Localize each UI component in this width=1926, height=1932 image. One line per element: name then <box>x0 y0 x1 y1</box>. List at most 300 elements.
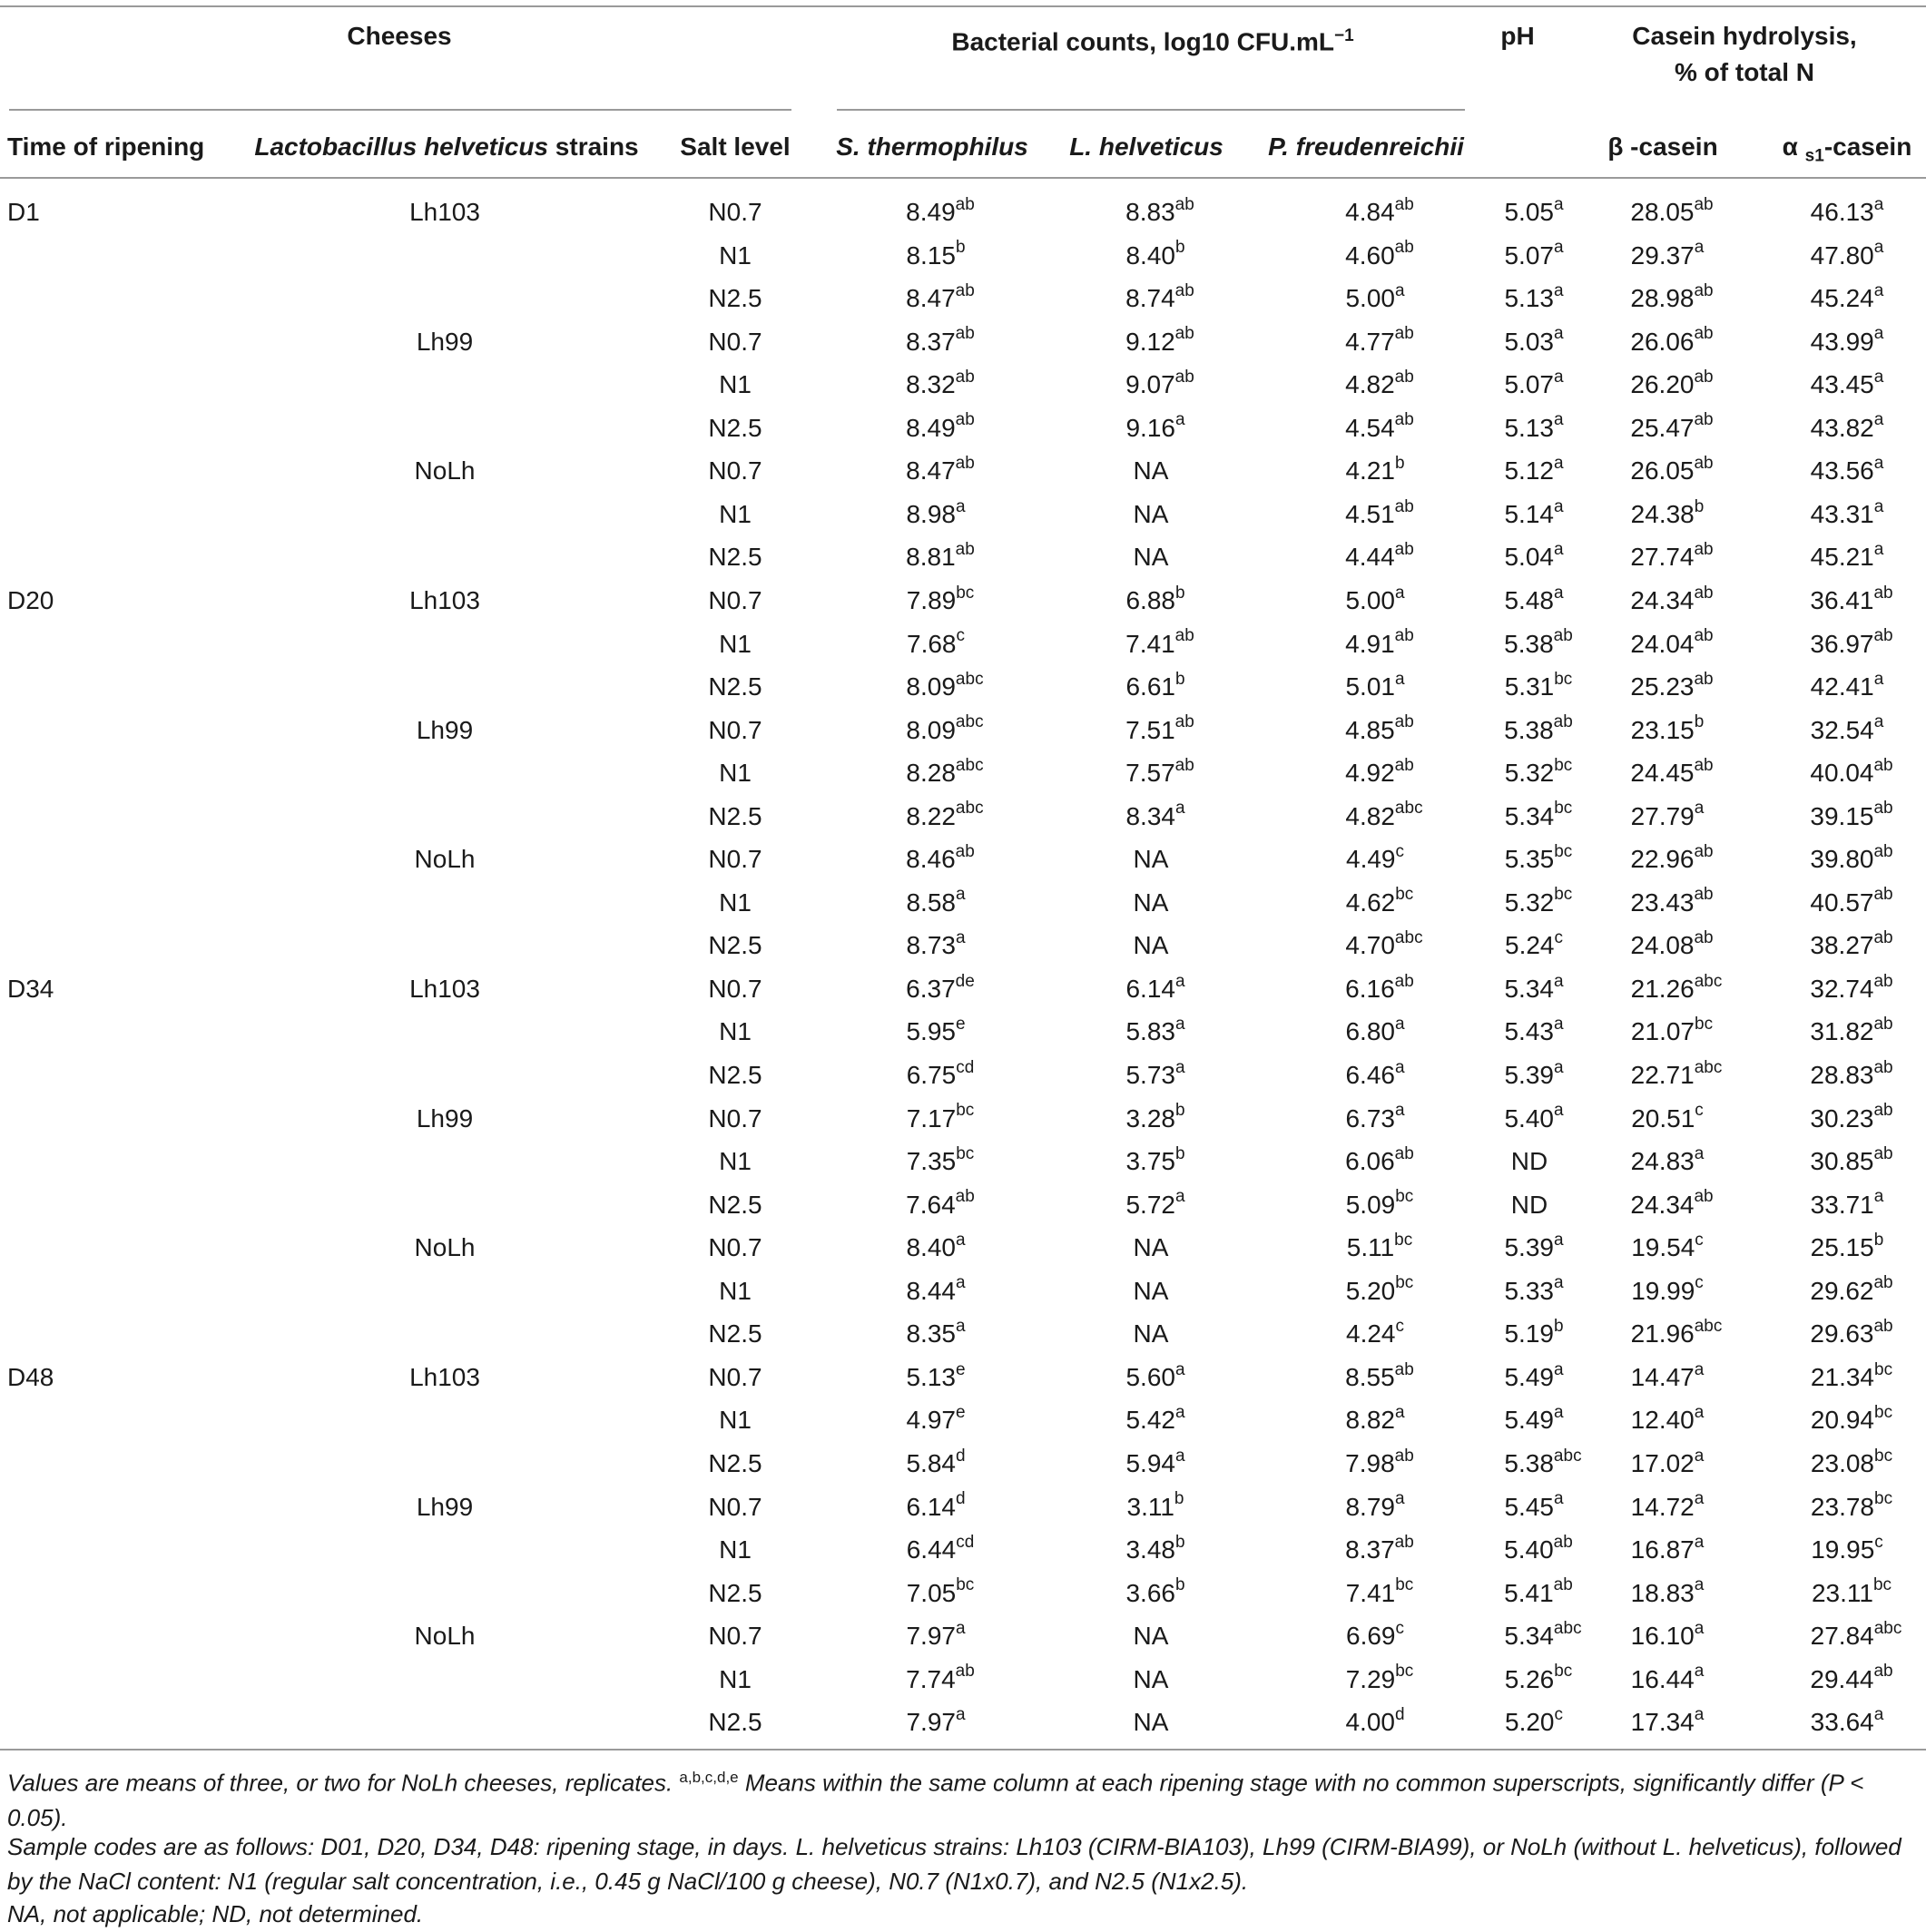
significance-superscript: ab <box>1394 1359 1414 1379</box>
cell-alpha-casein: 46.13$^a$ <box>1810 194 1884 226</box>
significance-superscript: a <box>955 1230 966 1250</box>
significance-superscript: ab <box>1553 1532 1573 1552</box>
cell-s-thermophilus: 6.44$^{cd}$ <box>906 1532 975 1564</box>
significance-superscript: ab <box>1873 1015 1893 1035</box>
significance-superscript: ab <box>1694 841 1714 861</box>
cell-beta-casein: 17.34$^a$ <box>1630 1704 1705 1737</box>
cell-salt: N0.7 <box>708 327 762 356</box>
cell-p-freudenreichii: 4.00$^d$ <box>1345 1704 1405 1737</box>
cell-s-thermophilus: 7.64$^{ab}$ <box>906 1187 975 1219</box>
cell-l-helveticus: 7.51$^{ab}$ <box>1125 712 1194 744</box>
cell-beta-casein: 21.26$^{abc}$ <box>1630 971 1723 1003</box>
cell-alpha-casein: 25.15$^b$ <box>1810 1230 1884 1262</box>
col-header-alpha-casein: α $_{s1}$-casein <box>1782 132 1912 166</box>
significance-superscript: a <box>1394 583 1405 603</box>
significance-superscript: bc <box>1554 669 1573 689</box>
cell-l-helveticus: NA <box>1133 1233 1169 1262</box>
cell-s-thermophilus: 8.09$^{abc}$ <box>906 669 984 701</box>
cell-salt: N1 <box>719 370 752 399</box>
cell-p-freudenreichii: 4.21$^b$ <box>1345 453 1405 485</box>
significance-superscript: a <box>1553 496 1564 516</box>
cell-p-freudenreichii: 4.24$^c$ <box>1346 1316 1404 1348</box>
significance-superscript: bc <box>1395 1575 1414 1595</box>
significance-superscript: bc <box>1554 799 1573 819</box>
significance-superscript: a <box>1873 1187 1884 1207</box>
cell-alpha-casein: 47.80$^a$ <box>1810 238 1884 270</box>
cell-alpha-casein: 45.24$^a$ <box>1810 280 1884 313</box>
cell-ph: 5.05$^a$ <box>1504 194 1564 226</box>
group-header-casein-1: Casein hydrolysis, <box>1632 22 1857 50</box>
cell-alpha-casein: 19.95$^c$ <box>1811 1532 1883 1564</box>
cell-ph: 5.24$^c$ <box>1505 928 1563 960</box>
significance-superscript: ab <box>1394 712 1414 732</box>
significance-superscript: a <box>955 1618 966 1638</box>
significance-superscript: e <box>955 1015 966 1035</box>
significance-superscript: a <box>1553 1230 1564 1250</box>
significance-superscript: a <box>1873 712 1884 732</box>
significance-superscript: a <box>1694 238 1705 258</box>
cell-salt: N1 <box>719 1664 752 1693</box>
significance-superscript: b <box>1174 669 1185 689</box>
cell-ph: 5.45$^a$ <box>1504 1489 1564 1521</box>
cell-l-helveticus: NA <box>1133 1276 1169 1305</box>
cell-p-freudenreichii: 6.06$^{ab}$ <box>1345 1143 1414 1176</box>
col-header-l-helveticus: L. helveticus <box>1069 132 1223 161</box>
cell-l-helveticus: NA <box>1133 845 1169 874</box>
significance-superscript: ab <box>1694 194 1714 214</box>
cell-ph: 5.39$^a$ <box>1504 1230 1564 1262</box>
significance-superscript: a <box>955 1316 966 1336</box>
significance-superscript: d <box>1394 1704 1405 1724</box>
significance-superscript: a <box>1873 669 1884 689</box>
cell-ph: 5.32$^{bc}$ <box>1504 755 1573 788</box>
cell-p-freudenreichii: 4.84$^{ab}$ <box>1345 194 1414 226</box>
cell-alpha-casein: 29.62$^{ab}$ <box>1810 1273 1893 1305</box>
cell-alpha-casein: 38.27$^{ab}$ <box>1810 928 1893 960</box>
significance-superscript: cd <box>956 1057 975 1077</box>
cell-ph: 5.41$^{ab}$ <box>1504 1575 1573 1607</box>
cell-beta-casein: 28.05$^{ab}$ <box>1630 194 1714 226</box>
significance-superscript: a <box>1873 367 1884 387</box>
cell-s-thermophilus: 8.47$^{ab}$ <box>906 453 975 485</box>
significance-superscript: d <box>955 1489 966 1509</box>
significance-superscript: ab <box>955 1187 975 1207</box>
cell-s-thermophilus: 8.09$^{abc}$ <box>906 712 984 744</box>
significance-superscript: a <box>1553 238 1564 258</box>
cell-beta-casein: 14.72$^a$ <box>1630 1489 1705 1521</box>
cell-ph: 5.38$^{ab}$ <box>1504 626 1573 658</box>
significance-superscript: ab <box>1694 755 1714 775</box>
cell-ph: 5.35$^{bc}$ <box>1504 841 1573 874</box>
cell-beta-casein: 24.34$^{ab}$ <box>1630 583 1714 614</box>
cell-p-freudenreichii: 8.37$^{ab}$ <box>1345 1532 1414 1564</box>
cell-salt: N0.7 <box>708 1622 762 1651</box>
cell-ph: 5.38$^{ab}$ <box>1504 712 1573 744</box>
cell-alpha-casein: 43.31$^a$ <box>1810 496 1884 528</box>
significance-superscript: bc <box>1395 1662 1414 1682</box>
cell-strain: Lh99 <box>416 1492 474 1521</box>
significance-superscript: a <box>1873 496 1884 516</box>
significance-superscript: bc <box>1395 1187 1414 1207</box>
cell-salt: N1 <box>719 1276 752 1305</box>
significance-superscript: ab <box>955 280 975 300</box>
significance-superscript: bc <box>1395 885 1414 905</box>
cell-beta-casein: 21.96$^{abc}$ <box>1630 1316 1723 1348</box>
cell-s-thermophilus: 8.28$^{abc}$ <box>906 755 984 788</box>
cell-alpha-casein: 29.44$^{ab}$ <box>1810 1662 1893 1693</box>
significance-superscript: bc <box>1874 1403 1893 1423</box>
cell-s-thermophilus: 8.15$^b$ <box>906 238 966 270</box>
cell-time: D48 <box>7 1362 54 1391</box>
significance-superscript: abc <box>1553 1446 1582 1466</box>
cell-l-helveticus: 5.83$^a$ <box>1125 1015 1185 1046</box>
cell-s-thermophilus: 7.97$^a$ <box>906 1618 966 1651</box>
cell-beta-casein: 24.83$^a$ <box>1630 1143 1705 1176</box>
col-header-salt: Salt level <box>680 132 791 161</box>
significance-superscript: c <box>1554 1704 1563 1724</box>
significance-superscript: a <box>1394 1057 1405 1077</box>
significance-superscript: ab <box>1694 1187 1714 1207</box>
cell-salt: N2.5 <box>708 1319 762 1348</box>
group-header-casein-2: % of total N <box>1675 58 1814 86</box>
significance-superscript: a <box>1873 453 1884 473</box>
cell-l-helveticus: 7.57$^{ab}$ <box>1125 755 1194 788</box>
significance-superscript: ab <box>1694 410 1714 430</box>
significance-superscript: a <box>955 1273 966 1293</box>
significance-superscript: bc <box>1874 1489 1893 1509</box>
footnote-means: Values are means of three, or two for NoLh cheeses, replicates. $^{a,b,c,d,e}$ Means within the same column at each ripening stage with no common superscripts, significantly differ (P < 0.05). <box>7 1769 1864 1831</box>
significance-superscript: a <box>1694 1704 1705 1724</box>
cell-p-freudenreichii: 4.82$^{abc}$ <box>1345 799 1423 830</box>
cell-p-freudenreichii: 5.00$^a$ <box>1345 583 1405 614</box>
significance-superscript: a <box>1694 1618 1705 1638</box>
significance-superscript: ab <box>1694 669 1714 689</box>
cell-salt: N1 <box>719 888 752 917</box>
cell-beta-casein: 24.38$^b$ <box>1630 496 1705 528</box>
cell-alpha-casein: 28.83$^{ab}$ <box>1810 1057 1893 1089</box>
cell-s-thermophilus: 7.74$^{ab}$ <box>906 1662 975 1693</box>
cell-s-thermophilus: 6.75$^{cd}$ <box>906 1057 975 1089</box>
significance-superscript: abc <box>955 755 984 775</box>
cell-time: D20 <box>7 585 54 614</box>
cell-strain: NoLh <box>414 1622 476 1651</box>
cell-salt: N2.5 <box>708 543 762 572</box>
significance-superscript: a <box>1553 583 1564 603</box>
cell-p-freudenreichii: 6.16$^{ab}$ <box>1345 971 1414 1003</box>
cell-beta-casein: 19.99$^c$ <box>1631 1273 1704 1305</box>
cell-p-freudenreichii: 5.01$^a$ <box>1345 669 1405 701</box>
significance-superscript: ab <box>1394 971 1414 991</box>
cell-strain: Lh99 <box>416 327 474 356</box>
cell-l-helveticus: 8.40$^b$ <box>1125 238 1185 270</box>
cell-l-helveticus: NA <box>1133 1622 1169 1651</box>
cell-beta-casein: 27.74$^{ab}$ <box>1630 540 1714 572</box>
cell-s-thermophilus: 5.84$^d$ <box>906 1446 966 1477</box>
cell-s-thermophilus: 8.44$^a$ <box>906 1273 966 1305</box>
significance-superscript: ab <box>1873 971 1893 991</box>
table-bottom-rule <box>0 1749 1926 1751</box>
cell-alpha-casein: 23.11$^{bc}$ <box>1811 1575 1892 1607</box>
significance-superscript: ab <box>1394 410 1414 430</box>
significance-superscript: abc <box>1394 799 1423 819</box>
significance-superscript: abc <box>1553 1618 1582 1638</box>
cell-alpha-casein: 39.15$^{ab}$ <box>1810 799 1893 830</box>
significance-superscript: c <box>1395 841 1404 861</box>
significance-superscript: ab <box>1873 841 1893 861</box>
cell-beta-casein: 26.05$^{ab}$ <box>1630 453 1714 485</box>
significance-superscript: ab <box>1394 367 1414 387</box>
cell-l-helveticus: 9.12$^{ab}$ <box>1125 324 1194 356</box>
significance-superscript: a <box>1553 1273 1564 1293</box>
cell-beta-casein: 22.96$^{ab}$ <box>1630 841 1714 874</box>
cell-ph: 5.38$^{abc}$ <box>1504 1446 1582 1477</box>
cell-beta-casein: 22.71$^{abc}$ <box>1630 1057 1723 1089</box>
significance-superscript: b <box>1174 238 1185 258</box>
col-header-time: Time of ripening <box>7 132 205 161</box>
significance-superscript: ab <box>955 841 975 861</box>
cell-salt: N2.5 <box>708 931 762 960</box>
cell-alpha-casein: 45.21$^a$ <box>1810 540 1884 572</box>
counts-underline <box>837 109 1465 111</box>
significance-superscript: bc <box>1554 1662 1573 1682</box>
cell-l-helveticus: 5.72$^a$ <box>1125 1187 1185 1219</box>
significance-superscript: ab <box>1694 453 1714 473</box>
significance-superscript: a <box>1174 971 1185 991</box>
significance-superscript: ab <box>1394 1143 1414 1163</box>
footnote-sample-codes: Sample codes are as follows: D01, D20, D34, D48: ripening stage, in days. L. helveticus strains: Lh103 (CIRM-BIA103), Lh99 (CIRM-BIA99), or NoLh (without L. helveticus), followed by the NaCl content: N1 (regular salt concentration, i.e., 0.45 g NaCl/100 g cheese), N0.7 (N1x0.7), and N2.5 (N1x2.5). <box>7 1833 1901 1895</box>
cell-salt: N0.7 <box>708 198 762 226</box>
cell-beta-casein: 28.98$^{ab}$ <box>1630 280 1714 313</box>
significance-superscript: ab <box>955 540 975 560</box>
significance-superscript: ab <box>955 1662 975 1682</box>
significance-superscript: a <box>1394 669 1405 689</box>
significance-superscript: ab <box>1394 324 1414 344</box>
cell-ph: 5.34$^{abc}$ <box>1504 1618 1582 1651</box>
significance-superscript: ab <box>1394 194 1414 214</box>
cell-beta-casein: 16.44$^a$ <box>1630 1662 1705 1693</box>
cell-p-freudenreichii: 4.82$^{ab}$ <box>1345 367 1414 399</box>
cell-s-thermophilus: 7.97$^a$ <box>906 1704 966 1737</box>
significance-superscript: abc <box>1694 971 1723 991</box>
cell-alpha-casein: 43.82$^a$ <box>1810 410 1884 442</box>
significance-superscript: ab <box>1694 280 1714 300</box>
significance-superscript: c <box>1395 1316 1404 1336</box>
cell-l-helveticus: 3.66$^b$ <box>1125 1575 1185 1607</box>
cell-l-helveticus: 6.88$^b$ <box>1125 583 1185 614</box>
significance-superscript: bc <box>956 583 975 603</box>
cell-alpha-casein: 20.94$^{bc}$ <box>1810 1403 1893 1435</box>
cell-alpha-casein: 43.56$^a$ <box>1810 453 1884 485</box>
col-header-p-freudenreichii: P. freudenreichii <box>1268 132 1464 161</box>
significance-superscript: ab <box>1873 1143 1893 1163</box>
significance-superscript: bc <box>956 1101 975 1121</box>
cell-beta-casein: 24.45$^{ab}$ <box>1630 755 1714 788</box>
significance-superscript: abc <box>955 712 984 732</box>
cell-beta-casein: 25.23$^{ab}$ <box>1630 669 1714 701</box>
col-header-strain: Lactobacillus helveticus strains <box>254 132 639 161</box>
significance-superscript: ab <box>1394 626 1414 646</box>
cell-ph: ND <box>1510 1147 1548 1176</box>
cell-l-helveticus: 6.61$^b$ <box>1125 669 1185 701</box>
cell-l-helveticus: NA <box>1133 1664 1169 1693</box>
cell-s-thermophilus: 4.97e <box>906 1403 966 1435</box>
cell-ph: 5.43$^a$ <box>1504 1015 1564 1046</box>
cell-alpha-casein: 33.71$^a$ <box>1810 1187 1884 1219</box>
cell-l-helveticus: 5.60$^a$ <box>1125 1359 1185 1391</box>
significance-superscript: abc <box>955 669 984 689</box>
cell-strain: NoLh <box>414 1233 476 1262</box>
cell-beta-casein: 25.47$^{ab}$ <box>1630 410 1714 442</box>
significance-superscript: bc <box>956 1143 975 1163</box>
significance-superscript: a <box>1553 1359 1564 1379</box>
cell-salt: N0.7 <box>708 1233 762 1262</box>
significance-superscript: abc <box>1873 1618 1902 1638</box>
cell-salt: N1 <box>719 759 752 788</box>
significance-superscript: a <box>1394 1403 1405 1423</box>
significance-superscript: b <box>955 238 966 258</box>
cell-l-helveticus: 3.48$^b$ <box>1125 1532 1185 1564</box>
significance-superscript: a <box>1553 367 1564 387</box>
significance-superscript: a <box>1553 1057 1564 1077</box>
significance-superscript: a <box>1174 1359 1185 1379</box>
significance-superscript: a <box>1394 1489 1405 1509</box>
significance-superscript: ab <box>1694 928 1714 948</box>
significance-superscript: a <box>1553 540 1564 560</box>
cell-p-freudenreichii: 4.51$^{ab}$ <box>1345 496 1414 528</box>
cell-s-thermophilus: 8.35$^a$ <box>906 1316 966 1348</box>
cell-beta-casein: 23.43$^{ab}$ <box>1630 885 1714 917</box>
significance-superscript: ab <box>955 410 975 430</box>
cell-s-thermophilus: 8.46$^{ab}$ <box>906 841 975 874</box>
cell-p-freudenreichii: 6.80$^a$ <box>1345 1015 1405 1046</box>
significance-superscript: b <box>1174 1101 1185 1121</box>
cell-l-helveticus: 5.42$^a$ <box>1125 1403 1185 1435</box>
cell-alpha-casein: 31.82$^{ab}$ <box>1810 1015 1893 1046</box>
significance-superscript: a <box>1174 1187 1185 1207</box>
cell-s-thermophilus: 8.47$^{ab}$ <box>906 280 975 313</box>
significance-superscript: a <box>1873 280 1884 300</box>
significance-superscript: a <box>1174 1015 1185 1035</box>
significance-superscript: abc <box>1694 1316 1723 1336</box>
significance-superscript: a <box>955 496 966 516</box>
cell-salt: N1 <box>719 240 752 270</box>
cell-ph: 5.07$^a$ <box>1504 367 1564 399</box>
significance-superscript: a <box>955 1704 966 1724</box>
significance-superscript: abc <box>1394 928 1423 948</box>
significance-superscript: ab <box>1873 583 1893 603</box>
significance-superscript: b <box>1873 1230 1884 1250</box>
cell-beta-casein: 26.20$^{ab}$ <box>1630 367 1714 399</box>
cell-ph: 5.26$^{bc}$ <box>1504 1662 1573 1693</box>
cell-s-thermophilus: 8.58$^a$ <box>906 885 966 917</box>
cell-beta-casein: 20.51$^c$ <box>1631 1101 1704 1133</box>
significance-superscript: a <box>1553 1489 1564 1509</box>
significance-superscript: ab <box>1394 1532 1414 1552</box>
cell-l-helveticus: 8.74$^{ab}$ <box>1125 280 1194 313</box>
significance-superscript: a <box>1553 453 1564 473</box>
cell-l-helveticus: 9.07$^{ab}$ <box>1125 367 1194 399</box>
col-header-beta-casein: β -casein <box>1607 132 1718 161</box>
significance-superscript: a <box>1553 1403 1564 1423</box>
cell-salt: N0.7 <box>708 845 762 874</box>
cell-l-helveticus: 5.73$^a$ <box>1125 1057 1185 1089</box>
significance-superscript: a <box>1873 194 1884 214</box>
cell-p-freudenreichii: 8.82$^a$ <box>1345 1403 1405 1435</box>
significance-superscript: ab <box>1694 885 1714 905</box>
significance-superscript: ab <box>1873 1057 1893 1077</box>
significance-superscript: c <box>1874 1532 1883 1552</box>
cell-p-freudenreichii: 4.77$^{ab}$ <box>1345 324 1414 356</box>
significance-superscript: ab <box>1394 496 1414 516</box>
cell-ph: 5.32$^{bc}$ <box>1504 885 1573 917</box>
significance-superscript: ab <box>1873 1316 1893 1336</box>
significance-superscript: c <box>1695 1101 1704 1121</box>
cell-l-helveticus: NA <box>1133 499 1169 528</box>
cell-beta-casein: 16.10$^a$ <box>1630 1618 1705 1651</box>
cell-salt: N0.7 <box>708 456 762 485</box>
cell-strain: Lh103 <box>409 585 480 614</box>
cell-ph: 5.20$^c$ <box>1505 1704 1563 1737</box>
cell-ph: 5.03$^a$ <box>1504 324 1564 356</box>
cell-s-thermophilus: 8.98$^a$ <box>906 496 966 528</box>
cell-beta-casein: 29.37$^a$ <box>1630 238 1705 270</box>
cell-alpha-casein: 23.78$^{bc}$ <box>1810 1489 1893 1521</box>
cell-l-helveticus: 7.41$^{ab}$ <box>1125 626 1194 658</box>
cell-strain: NoLh <box>414 456 476 485</box>
cell-beta-casein: 26.06$^{ab}$ <box>1630 324 1714 356</box>
cell-l-helveticus: 3.75$^b$ <box>1125 1143 1185 1176</box>
cell-s-thermophilus: 8.22$^{abc}$ <box>906 799 984 830</box>
group-header-ph: pH <box>1500 22 1535 50</box>
significance-superscript: ab <box>1174 626 1194 646</box>
cell-alpha-casein: 32.74$^{ab}$ <box>1810 971 1893 1003</box>
cell-beta-casein: 19.54$^c$ <box>1631 1230 1704 1262</box>
significance-superscript: ab <box>1694 540 1714 560</box>
cell-s-thermophilus: 8.49$^{ab}$ <box>906 194 975 226</box>
significance-superscript: b <box>1174 1489 1184 1509</box>
cell-salt: N2.5 <box>708 284 762 313</box>
significance-superscript: a <box>1694 1359 1705 1379</box>
cell-ph: 5.13$^a$ <box>1504 280 1564 313</box>
cell-time: D1 <box>7 198 40 226</box>
cell-ph: 5.14$^a$ <box>1504 496 1564 528</box>
cell-p-freudenreichii: 4.54$^{ab}$ <box>1345 410 1414 442</box>
cell-p-freudenreichii: 7.41$^{bc}$ <box>1345 1575 1414 1607</box>
cell-alpha-casein: 42.41$^a$ <box>1810 669 1884 701</box>
cell-p-freudenreichii: 4.92$^{ab}$ <box>1345 755 1414 788</box>
cell-salt: N1 <box>719 499 752 528</box>
cell-p-freudenreichii: 6.69$^c$ <box>1346 1618 1404 1651</box>
cell-p-freudenreichii: 7.29$^{bc}$ <box>1345 1662 1414 1693</box>
significance-superscript: ab <box>1873 1662 1893 1682</box>
significance-superscript: ab <box>1694 626 1714 646</box>
significance-superscript: a <box>1694 1489 1705 1509</box>
cell-salt: N2.5 <box>708 1061 762 1089</box>
cell-l-helveticus: 6.14$^a$ <box>1125 971 1185 1003</box>
cell-alpha-casein: 36.41$^{ab}$ <box>1810 583 1893 614</box>
cell-beta-casein: 12.40$^a$ <box>1630 1403 1705 1435</box>
cell-salt: N0.7 <box>708 1103 762 1133</box>
significance-superscript: ab <box>1394 1446 1414 1466</box>
significance-superscript: b <box>1174 1143 1185 1163</box>
cell-salt: N0.7 <box>708 585 762 614</box>
significance-superscript: ab <box>1394 755 1414 775</box>
cell-p-freudenreichii: 4.49$^c$ <box>1346 841 1404 874</box>
significance-superscript: bc <box>1394 1230 1413 1250</box>
cell-p-freudenreichii: 4.85$^{ab}$ <box>1345 712 1414 744</box>
cell-l-helveticus: NA <box>1133 1708 1169 1737</box>
cell-alpha-casein: 40.04$^{ab}$ <box>1810 755 1893 788</box>
